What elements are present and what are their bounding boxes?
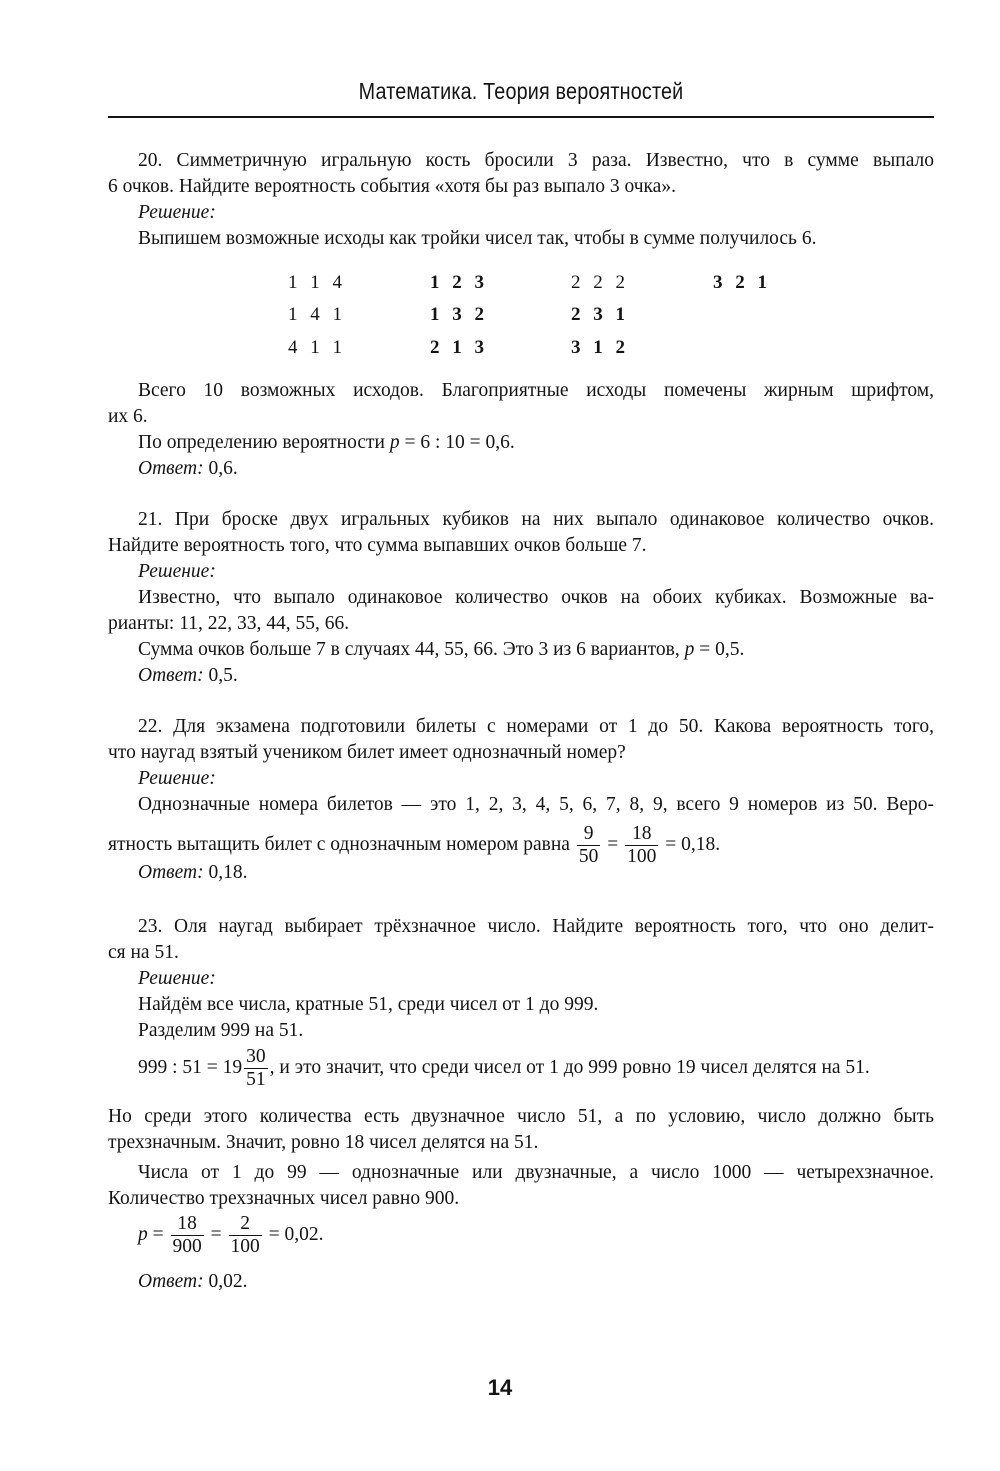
divide-line: Разделим 999 на 51.	[138, 1020, 304, 1041]
definition-line: По определению вероятности p = 6 : 10 = 0,6.	[138, 432, 515, 453]
range-line-1: Числа от 1 до 99 — однозначные или двузначные, а число 1000 — четырехзначное.	[138, 1162, 934, 1183]
triple-favorable: 3 1 2	[571, 337, 629, 358]
triple: 1 1 4	[288, 272, 346, 293]
p-equation: p = $\frac{18}{900}$ = $\frac{2}{100}$ = 0,02.	[138, 1213, 324, 1257]
known-line-2: рианты: 11, 22, 33, 44, 55, 66.	[108, 613, 350, 634]
triple-favorable: 1 2 3	[430, 272, 488, 293]
page-number: 14	[487, 1375, 513, 1400]
solution-intro: Выпишем возможные исходы как тройки чисел так, чтобы в сумме получилось 6.	[138, 228, 817, 249]
problem-21-line-1: 21. При броске двух игральных кубиков на них выпало одинаковое количество очков.	[138, 509, 934, 530]
solution-label: Решение:	[138, 202, 216, 223]
triple: 1 4 1	[288, 304, 346, 325]
answer-value: 0,18.	[203, 862, 248, 883]
answer-label: Ответ:	[138, 862, 204, 883]
total-line-2: их 6.	[108, 406, 148, 427]
triple-favorable: 1 3 2	[430, 304, 488, 325]
numbers-line: Однозначные номера билетов — это 1, 2, 3, 4, 5, 6, 7, 8, 9, всего 9 номеров из 50. Веро-	[138, 794, 934, 815]
outcome-triples	[0, 272, 1000, 372]
answer-value: 0,02.	[203, 1271, 248, 1292]
fraction: $\frac{9}{50}$	[578, 823, 599, 867]
total-line-1: Всего 10 возможных исходов. Благоприятные исходы помечены жирным шрифтом,	[138, 380, 934, 401]
division-line: 999 : 51 = 19 $\frac{30}{51}$ , и это значит, что среди чисел от 1 до 999 ровно 19 чисел делятся на 51.	[138, 1046, 870, 1090]
var-p: p	[389, 432, 400, 453]
find-line: Найдём все числа, кратные 51, среди чисел от 1 до 999.	[138, 994, 599, 1015]
var-p: p	[684, 639, 695, 660]
answer-label: Ответ:	[138, 665, 204, 686]
running-header: Математика. Теория вероятностей	[358, 78, 684, 104]
triple: 2 2 2	[571, 272, 629, 293]
probability-line: ятность вытащить билет с однозначным номером равна $\frac{9}{50}$ = $\frac{18}{100}$ = 0,18.	[108, 823, 721, 867]
solution-label: Решение:	[138, 968, 216, 989]
problem-20-solution	[108, 378, 934, 482]
fraction: $\frac{18}{900}$	[172, 1213, 202, 1257]
problem-22-line-2: что наугад взятый учеником билет имеет однозначный номер?	[108, 742, 626, 763]
fraction: $\frac{18}{100}$	[627, 823, 657, 867]
var-p: p	[138, 1223, 148, 1245]
problem-21-line-2: Найдите вероятность того, что сумма выпавших очков больше 7.	[108, 535, 647, 556]
problem-23	[108, 914, 934, 1044]
problem-22	[108, 714, 934, 818]
triple-favorable: 2 3 1	[571, 304, 629, 325]
known-line-1: Известно, что выпало одинаковое количество очков на обоих кубиках. Возможные ва-	[138, 587, 934, 608]
triple-favorable: 2 1 3	[430, 337, 488, 358]
but-line-1: Но среди этого количества есть двузначное число 51, а по условию, число должно быть	[108, 1106, 934, 1127]
range-line-2: Количество трехзначных чисел равно 900.	[108, 1188, 460, 1209]
but-line-2: трехзначным. Значит, ровно 18 чисел делятся на 51.	[108, 1132, 539, 1153]
problem-20	[108, 148, 934, 252]
problem-23-line-2: ся на 51.	[108, 942, 179, 963]
problem-22-answer	[108, 860, 934, 886]
answer-line	[108, 456, 934, 482]
solution-label: Решение:	[138, 561, 216, 582]
problem-20-line-1: 20. Симметричную игральную кость бросили 3 раза. Известно, что в сумме выпало	[138, 150, 934, 171]
problem-22-line-1: 22. Для экзамена подготовили билеты с номерами от 1 до 50. Какова вероятность того,	[138, 716, 934, 737]
answer-label: Ответ:	[138, 1271, 204, 1292]
sum-line: Сумма очков больше 7 в случаях 44, 55, 66. Это 3 из 6 вариантов, p = 0,5.	[138, 639, 745, 660]
answer-line	[108, 860, 934, 886]
problem-20-line-2: 6 очков. Найдите вероятность события «хотя бы раз выпало 3 очка».	[108, 176, 676, 197]
fraction: $\frac{30}{51}$	[246, 1046, 266, 1090]
answer-line	[108, 1269, 934, 1295]
header-rule	[108, 116, 934, 118]
problem-23-solution	[108, 1104, 934, 1212]
problem-23-answer	[108, 1269, 934, 1295]
answer-line	[108, 663, 934, 689]
triple-favorable: 3 2 1	[713, 272, 771, 293]
solution-label: Решение:	[138, 768, 216, 789]
problem-23-line-1: 23. Оля наугад выбирает трёхзначное число. Найдите вероятность того, что оно делит-	[138, 916, 934, 937]
answer-value: 0,5.	[203, 665, 238, 686]
answer-label: Ответ:	[138, 458, 204, 479]
fraction: $\frac{2}{100}$	[230, 1213, 260, 1257]
answer-value: 0,6.	[203, 458, 238, 479]
triple: 4 1 1	[288, 337, 346, 358]
problem-21	[108, 507, 934, 689]
